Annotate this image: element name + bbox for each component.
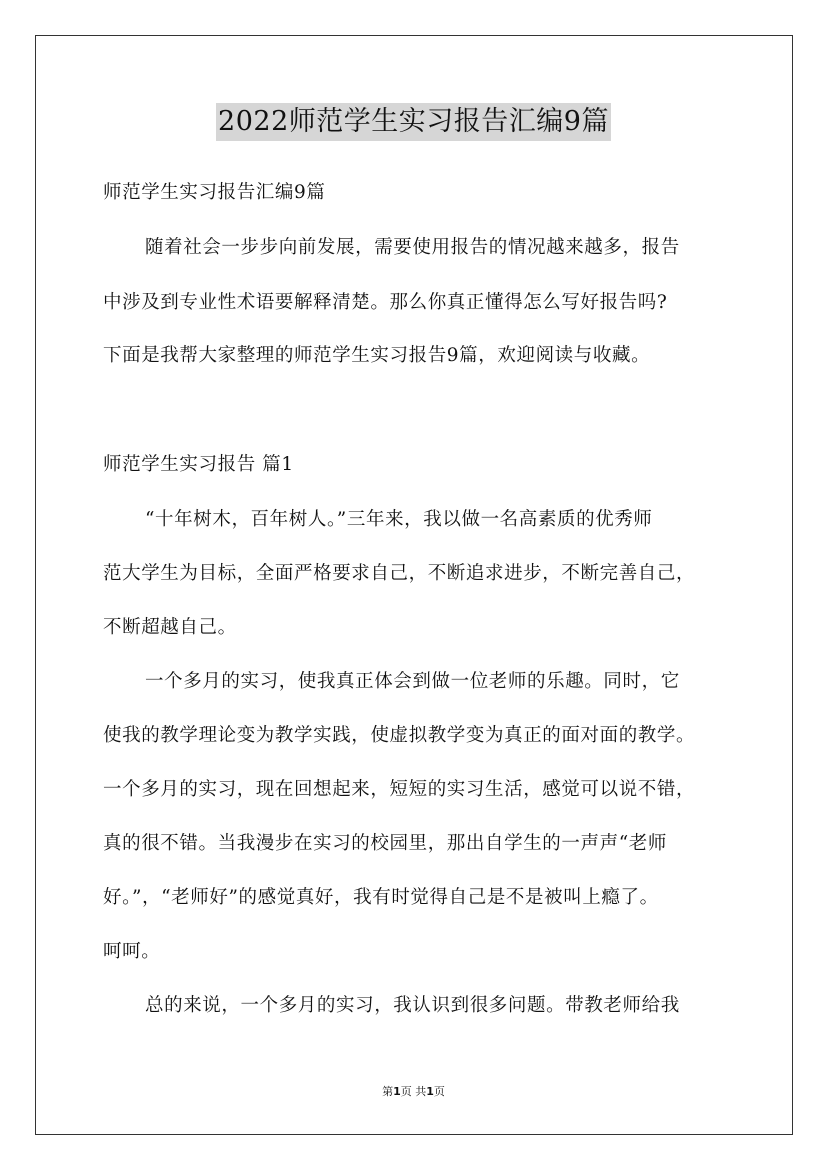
paragraph-line: 一个多月的实习，现在回想起来，短短的实习生活，感觉可以说不错， <box>103 779 696 800</box>
paragraph-line: 不断超越自己。 <box>103 617 237 638</box>
paragraph-line: 呵呵。 <box>103 941 161 962</box>
footer-page-suffix: 页 <box>433 1085 445 1098</box>
paragraph-line: 一个多月的实习，使我真正体会到做一位老师的乐趣。同时，它 <box>145 671 680 692</box>
intro-line: 中涉及到专业性术语要解释清楚。那么你真正懂得怎么写好报告吗? <box>103 292 668 313</box>
footer-page-mid: 页 共 <box>400 1085 427 1098</box>
paragraph-line: 使我的教学理论变为教学实践，使虚拟教学变为真正的面对面的教学。 <box>103 725 696 746</box>
paragraph-line: 总的来说，一个多月的实习，我认识到很多问题。带教老师给我 <box>145 995 680 1016</box>
document-subtitle: 师范学生实习报告汇编9篇 <box>103 182 326 203</box>
footer-page-total: 1 <box>426 1085 434 1098</box>
section-heading: 师范学生实习报告 篇1 <box>103 454 294 475</box>
paragraph-line: “十年树木，百年树人。”三年来，我以做一名高素质的优秀师 <box>145 509 653 530</box>
paragraph-line: 真的很不错。当我漫步在实习的校园里，那出自学生的一声声“老师 <box>103 833 667 854</box>
intro-line: 下面是我帮大家整理的师范学生实习报告9篇，欢迎阅读与收藏。 <box>103 345 651 366</box>
intro-line: 随着社会一步步向前发展，需要使用报告的情况越来越多，报告 <box>145 237 680 258</box>
footer-page-prefix: 第 <box>382 1085 394 1098</box>
document-title: 2022师范学生实习报告汇编9篇 <box>216 103 611 141</box>
paragraph-line: 好。”，“老师好”的感觉真好，我有时觉得自己是不是被叫上瘾了。 <box>103 887 659 908</box>
title-container <box>0 103 827 141</box>
footer-page-number: 1 <box>393 1085 401 1098</box>
page-footer <box>0 1084 827 1100</box>
paragraph-line: 范大学生为目标，全面严格要求自己，不断追求进步，不断完善自己， <box>103 563 696 584</box>
